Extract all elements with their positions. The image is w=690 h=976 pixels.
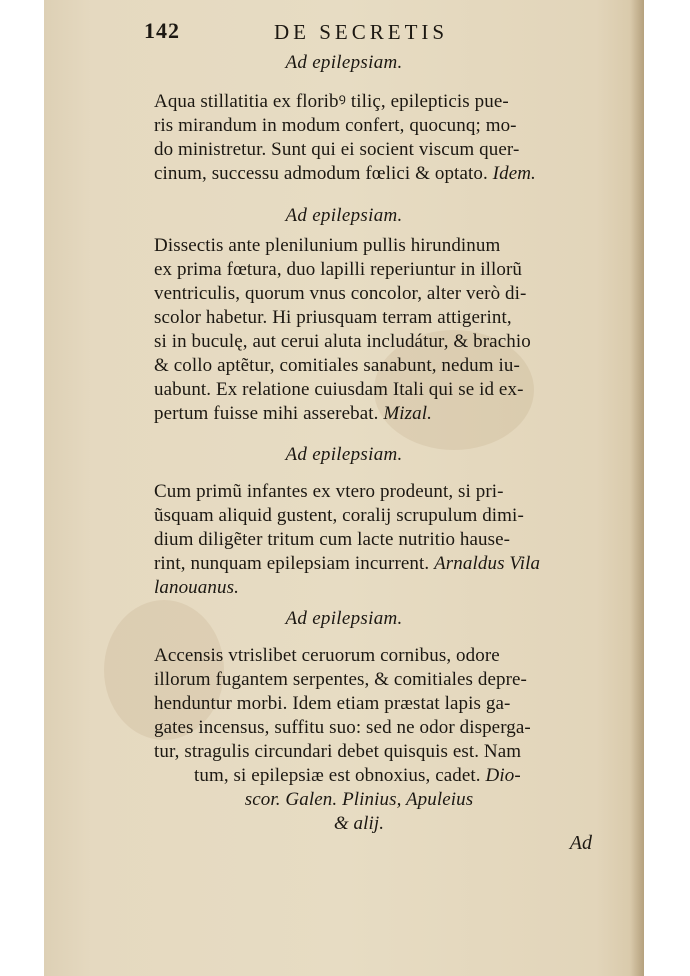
source-citation-continued: lanouanus. (154, 577, 239, 598)
text-line: ex prima fœtura, duo lapilli reperiuntur in illorũ (154, 259, 523, 280)
source-citation: Dio- (485, 765, 521, 786)
book-page (44, 0, 644, 976)
source-citation-continued: scor. Galen. Plinius, Apuleius (244, 789, 474, 810)
running-head: DE SECRETIS (274, 20, 449, 44)
section-heading: Ad epilepsiam. (285, 444, 403, 465)
text-line: do ministretur. Sunt qui ei socient viscum quer- (154, 139, 520, 160)
text-line: scolor habetur. Hi priusquam terram attigerint, (154, 307, 512, 328)
text-line: Dissectis ante plenilunium pullis hirundinum (154, 235, 501, 256)
text-line: henduntur morbi. Idem etiam præstat lapis ga- (154, 693, 511, 714)
page-gutter-shadow (630, 0, 644, 976)
page-number: 142 (144, 18, 180, 43)
source-citation: Idem. (492, 163, 536, 184)
page-header (44, 14, 644, 44)
text-line: cinum, successu admodum fœlici & optato. Idem. (154, 163, 536, 184)
text-line: illorum fugantem serpentes, & comitiales depre- (154, 669, 527, 690)
source-citation: Arnaldus Vila (434, 553, 541, 574)
section-body (154, 90, 594, 186)
text-line: Aqua stillatitia ex floribꝰ tiliç, epilepticis pue- (154, 91, 509, 112)
section-body (154, 644, 594, 836)
text-line: dium diligẽter tritum cum lacte nutritio hause- (154, 529, 511, 550)
section-body (154, 234, 594, 426)
text-line: tum, si epilepsiæ est obnoxius, cadet. Dio- (194, 765, 521, 786)
text-line: si in buculę, aut cerui aluta includátur, & brachio (154, 331, 531, 352)
text-line: gates incensus, suffitu suo: sed ne odor disperga- (154, 717, 531, 738)
section-heading: Ad epilepsiam. (285, 205, 403, 226)
section-body (154, 480, 594, 600)
text-line: ris mirandum in modum confert, quocunq; mo- (154, 115, 517, 136)
text-line: pertum fuisse mihi asserebat. Mizal. (154, 403, 433, 424)
text-line: ũsquam aliquid gustent, coralij scrupulum dimi- (154, 505, 524, 526)
text-line: Accensis vtrislibet ceruorum cornibus, odore (154, 645, 500, 666)
catchword: Ad (569, 832, 592, 854)
text-line: uabunt. Ex relatione cuiusdam Itali qui se id ex- (154, 379, 524, 400)
source-citation: Mizal. (383, 403, 433, 424)
source-citation-continued: & alij. (333, 813, 385, 834)
text-line: tur, stragulis circundari debet quisquis est. Nam (154, 741, 522, 762)
text-line: & collo aptẽtur, comitiales sanabunt, nedum iu- (154, 355, 520, 376)
text-line: Cum primũ infantes ex vtero prodeunt, si pri- (154, 481, 504, 502)
text-line: rint, nunquam epilepsiam incurrent. Arnaldus Vila (154, 553, 541, 574)
section-heading: Ad epilepsiam. (285, 52, 403, 73)
text-line: ventriculis, quorum vnus concolor, alter verò di- (154, 283, 527, 304)
section-heading: Ad epilepsiam. (285, 608, 403, 629)
